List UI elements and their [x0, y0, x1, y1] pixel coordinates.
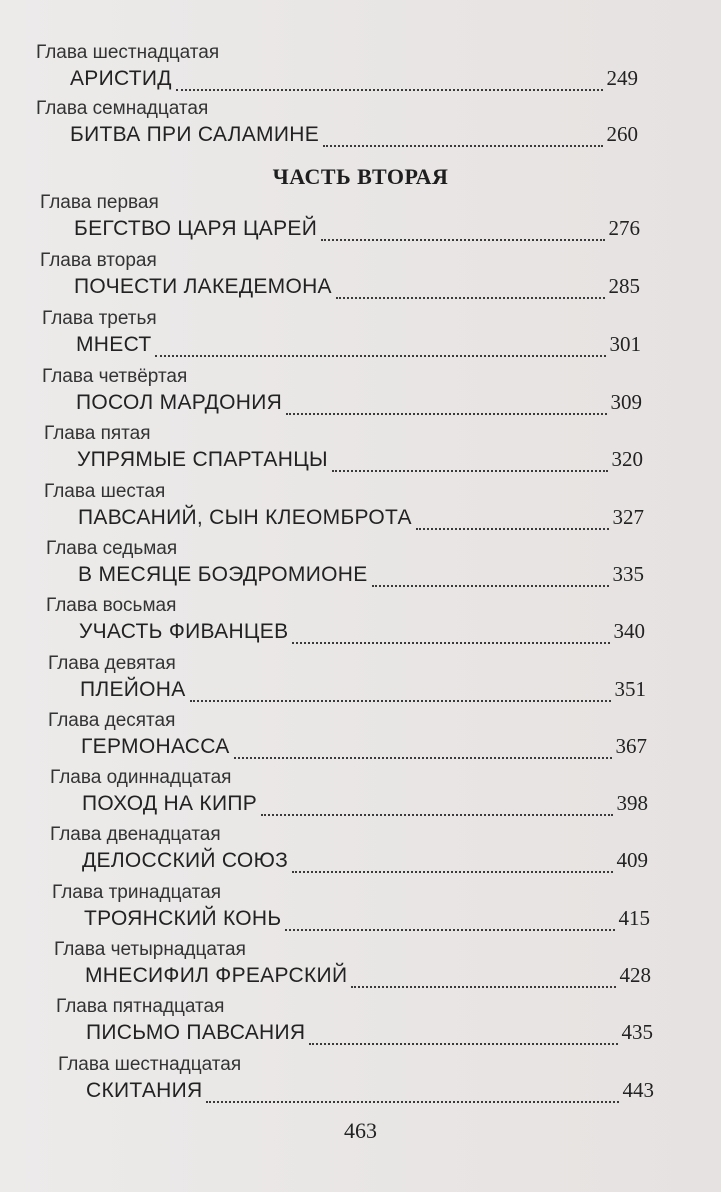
page-number: 249	[606, 66, 638, 90]
dot-leader	[321, 239, 604, 241]
chapter-title: ПАВСАНИЙ, СЫН КЛЕОМБРОТА	[78, 506, 412, 529]
part-title: ЧАСТЬ ВТОРАЯ	[272, 164, 449, 189]
toc-entry	[0, 481, 721, 537]
chapter-label: Глава вторая	[40, 250, 157, 271]
chapter-title: ПЛЕЙОНА	[80, 678, 186, 701]
chapter-title: ТРОЯНСКИЙ КОНЬ	[84, 907, 282, 930]
dot-leader	[155, 355, 605, 357]
chapter-title: УЧАСТЬ ФИВАНЦЕВ	[79, 620, 289, 643]
chapter-title-line	[86, 1078, 654, 1108]
dot-leader	[206, 1101, 618, 1103]
page-number: 285	[608, 274, 640, 298]
page-number: 351	[614, 677, 646, 701]
page-number: 327	[612, 505, 644, 529]
toc-entry	[0, 595, 721, 651]
toc-entry	[0, 996, 721, 1052]
page-number: 276	[608, 216, 640, 240]
toc-entry	[0, 1054, 721, 1110]
chapter-title-line	[81, 734, 647, 764]
dot-leader	[234, 757, 612, 759]
toc-entry	[0, 98, 721, 154]
page-number: 301	[609, 332, 641, 356]
chapter-title-line	[74, 216, 640, 246]
chapter-title: В МЕСЯЦЕ БОЭДРОМИОНЕ	[78, 563, 368, 586]
dot-leader	[176, 89, 603, 91]
chapter-label: Глава восьмая	[46, 595, 177, 616]
chapter-title: БИТВА ПРИ САЛАМИНЕ	[70, 123, 320, 146]
chapter-title: ПОЧЕСТИ ЛАКЕДЕМОНА	[74, 275, 332, 298]
chapter-title-line	[76, 332, 641, 362]
chapter-title-line	[79, 619, 645, 649]
chapter-title-line	[78, 505, 644, 535]
page-number: 428	[619, 963, 651, 987]
chapter-title: ДЕЛОССКИЙ СОЮЗ	[82, 849, 289, 872]
dot-leader	[286, 413, 606, 415]
page-number: 435	[621, 1020, 653, 1044]
chapter-label: Глава четырнадцатая	[54, 939, 246, 960]
chapter-title-line	[82, 848, 648, 878]
chapter-label: Глава двенадцатая	[50, 824, 221, 845]
chapter-title: УПРЯМЫЕ СПАРТАНЦЫ	[77, 448, 328, 471]
chapter-title: ПОСОЛ МАРДОНИЯ	[76, 391, 283, 414]
chapter-title: ПИСЬМО ПАВСАНИЯ	[86, 1021, 306, 1044]
chapter-title-line	[85, 963, 651, 993]
chapter-title: МНЕСТ	[76, 333, 152, 356]
dot-leader	[309, 1043, 617, 1045]
toc-entry	[0, 42, 721, 98]
dot-leader	[323, 145, 602, 147]
page-number: 367	[615, 734, 647, 758]
page-number: 443	[622, 1078, 654, 1102]
dot-leader	[351, 986, 615, 988]
dot-leader	[285, 929, 614, 931]
chapter-title-line	[76, 390, 642, 420]
toc-entry	[0, 192, 721, 248]
chapter-label: Глава десятая	[48, 710, 176, 731]
chapter-label: Глава шестая	[44, 481, 166, 502]
chapter-label: Глава девятая	[48, 653, 176, 674]
dot-leader	[261, 814, 612, 816]
chapter-label: Глава тринадцатая	[52, 882, 222, 903]
chapter-title: БЕГСТВО ЦАРЯ ЦАРЕЙ	[74, 217, 318, 240]
footer-page-number: 463	[344, 1118, 377, 1143]
chapter-title-line	[77, 447, 643, 477]
chapter-label: Глава семнадцатая	[36, 98, 209, 119]
chapter-title-line	[80, 677, 646, 707]
page-number: 415	[618, 906, 650, 930]
dot-leader	[336, 297, 605, 299]
toc-entry	[0, 308, 721, 364]
chapter-title: МНЕСИФИЛ ФРЕАРСКИЙ	[85, 964, 348, 987]
chapter-title-line	[84, 906, 650, 936]
chapter-title-line	[78, 562, 644, 592]
chapter-label: Глава шестнадцатая	[36, 42, 220, 63]
chapter-label: Глава пятнадцатая	[56, 996, 225, 1017]
chapter-title-line	[82, 791, 648, 821]
page-number: 398	[616, 791, 648, 815]
toc-entry	[0, 824, 721, 880]
chapter-label: Глава первая	[40, 192, 159, 213]
chapter-label: Глава четвёртая	[42, 366, 188, 387]
chapter-title: СКИТАНИЯ	[86, 1079, 203, 1102]
dot-leader	[292, 871, 612, 873]
chapter-label: Глава седьмая	[46, 538, 178, 559]
chapter-title-line	[74, 274, 640, 304]
page-number: 309	[610, 390, 642, 414]
chapter-label: Глава третья	[42, 308, 157, 329]
page-number: 409	[616, 848, 648, 872]
chapter-title: АРИСТИД	[70, 67, 172, 90]
toc-entry	[0, 939, 721, 995]
dot-leader	[190, 700, 611, 702]
toc-entry	[0, 538, 721, 594]
dot-leader	[332, 470, 608, 472]
chapter-label: Глава шестнадцатая	[58, 1054, 242, 1075]
chapter-label: Глава одиннадцатая	[50, 767, 232, 788]
toc-entry	[0, 423, 721, 479]
chapter-title: ПОХОД НА КИПР	[82, 792, 258, 815]
toc-entry	[0, 653, 721, 709]
toc-entry	[0, 366, 721, 422]
page-number: 260	[606, 122, 638, 146]
chapter-title-line	[70, 66, 638, 96]
dot-leader	[372, 585, 609, 587]
chapter-title-line	[70, 122, 638, 152]
toc-entry	[0, 767, 721, 823]
toc-entry	[0, 882, 721, 938]
dot-leader	[292, 642, 609, 644]
page-number: 340	[613, 619, 645, 643]
page-number: 335	[612, 562, 644, 586]
chapter-title-line	[86, 1020, 653, 1050]
toc-entry	[0, 710, 721, 766]
dot-leader	[416, 528, 609, 530]
chapter-label: Глава пятая	[44, 423, 151, 444]
toc-entry	[0, 250, 721, 306]
page-number: 320	[611, 447, 643, 471]
chapter-title: ГЕРМОНАССА	[81, 735, 230, 758]
